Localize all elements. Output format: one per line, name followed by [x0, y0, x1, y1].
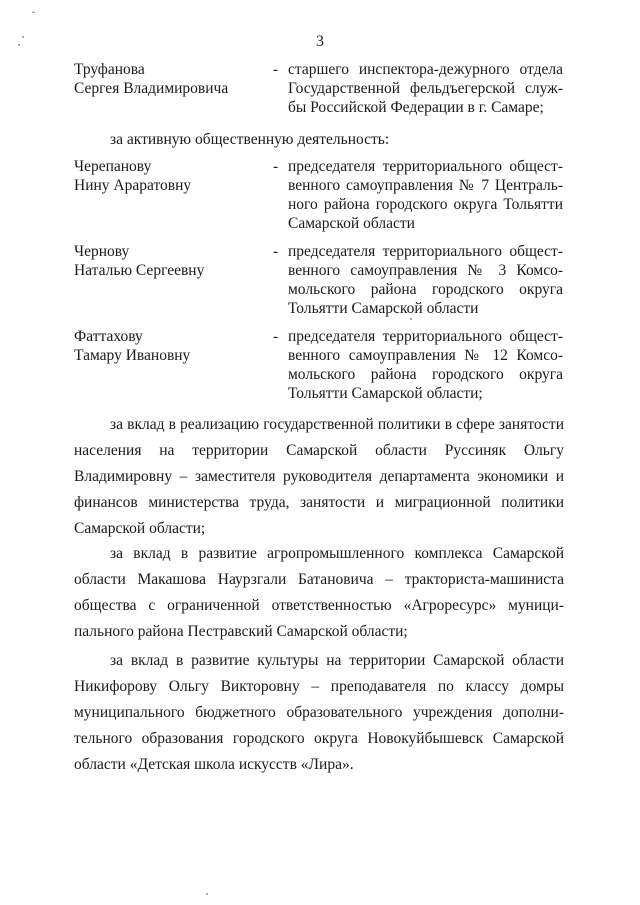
desc-line: старшего инспектора-дежурного отдела — [288, 61, 563, 78]
desc-line: Тольятти Самарской области — [288, 300, 479, 317]
surname: Чернову — [74, 243, 130, 260]
scan-margin-mark: ˇ — [32, 10, 35, 20]
paragraph-line: за вклад в реализацию государственной политики в сфере занятости — [110, 416, 564, 433]
paragraph-line: области «Детская школа искусств «Лира». — [74, 756, 354, 773]
person-name — [74, 327, 264, 365]
desc-line: венного самоуправления № 3 Комсо- — [288, 262, 563, 279]
surname: Черепанову — [74, 158, 152, 175]
dash: - — [273, 243, 279, 260]
award-paragraph — [74, 412, 564, 542]
dash: - — [273, 61, 279, 78]
surname: Фаттахову — [74, 328, 143, 345]
desc-line: ного района городского округа Тольятти — [288, 196, 563, 213]
position-description — [288, 157, 563, 233]
person-name — [74, 60, 264, 98]
desc-line: Тольятти Самарской области; — [288, 385, 483, 402]
dash: - — [273, 328, 279, 345]
paragraph-line: населения на территории Самарской области Руссиняк Ольгу — [74, 442, 564, 459]
person-name — [74, 242, 264, 280]
scan-page-dot — [410, 318, 412, 320]
person-name — [74, 157, 264, 195]
paragraph-line: тельного образования городского округа Новокуйбышевск Самарской — [74, 730, 564, 747]
paragraph-line: финансов министерства труда, занятости и миграционной политики — [74, 494, 564, 511]
paragraph-line: Самарской области; — [74, 520, 206, 537]
given-names: Тамару Ивановну — [74, 347, 191, 364]
paragraph-line: за вклад в развитие культуры на территории Самарской области — [110, 652, 564, 669]
desc-line: мольского района городского округа — [288, 366, 563, 383]
given-names: Сергея Владимировича — [74, 80, 229, 97]
desc-line: председателя территориального общест- — [288, 243, 563, 260]
position-description — [288, 327, 563, 403]
section-heading: за активную общественную деятельность: — [110, 131, 390, 148]
desc-line: бы Российской Федерации в г. Самаре; — [288, 99, 544, 116]
page-number: 3 — [316, 33, 324, 50]
desc-line: венного самоуправления № 12 Комсо- — [288, 347, 563, 364]
paragraph-line: Никифорову Ольгу Викторовну – преподавателя по классу домры — [74, 678, 564, 695]
desc-line: председателя территориального общест- — [288, 158, 563, 175]
paragraph-line: муниципального бюджетного образовательного учреждения дополни- — [74, 704, 564, 721]
paragraph-line: общества с ограниченной ответственностью «Агроресурс» муници- — [74, 597, 564, 614]
paragraph-line: области Макашова Наурзгали Батановича – тракториста-машиниста — [74, 571, 564, 588]
award-paragraph — [74, 648, 564, 778]
given-names: Нину Араратовну — [74, 177, 192, 194]
desc-line: Государственной фельдъегерской служ- — [288, 80, 563, 97]
given-names: Наталью Сергеевну — [74, 262, 205, 279]
desc-line: мольского района городского округа — [288, 281, 563, 298]
position-description — [288, 60, 563, 117]
surname: Труфанова — [74, 61, 145, 78]
desc-line: председателя территориального общест- — [288, 328, 563, 345]
paragraph-line: пального района Пестравский Самарской области; — [74, 623, 408, 640]
paragraph-line: Владимировну – заместителя руководителя департамента экономики и — [74, 468, 564, 485]
award-paragraph — [74, 541, 564, 645]
paragraph-line: за вклад в развитие агропромышленного комплекса Самарской — [110, 545, 564, 562]
desc-line: Самарской области — [288, 215, 415, 232]
dash: - — [273, 158, 279, 175]
scan-page-dot — [206, 893, 208, 895]
position-description — [288, 242, 563, 318]
desc-line: венного самоуправления № 7 Централь- — [288, 177, 563, 194]
